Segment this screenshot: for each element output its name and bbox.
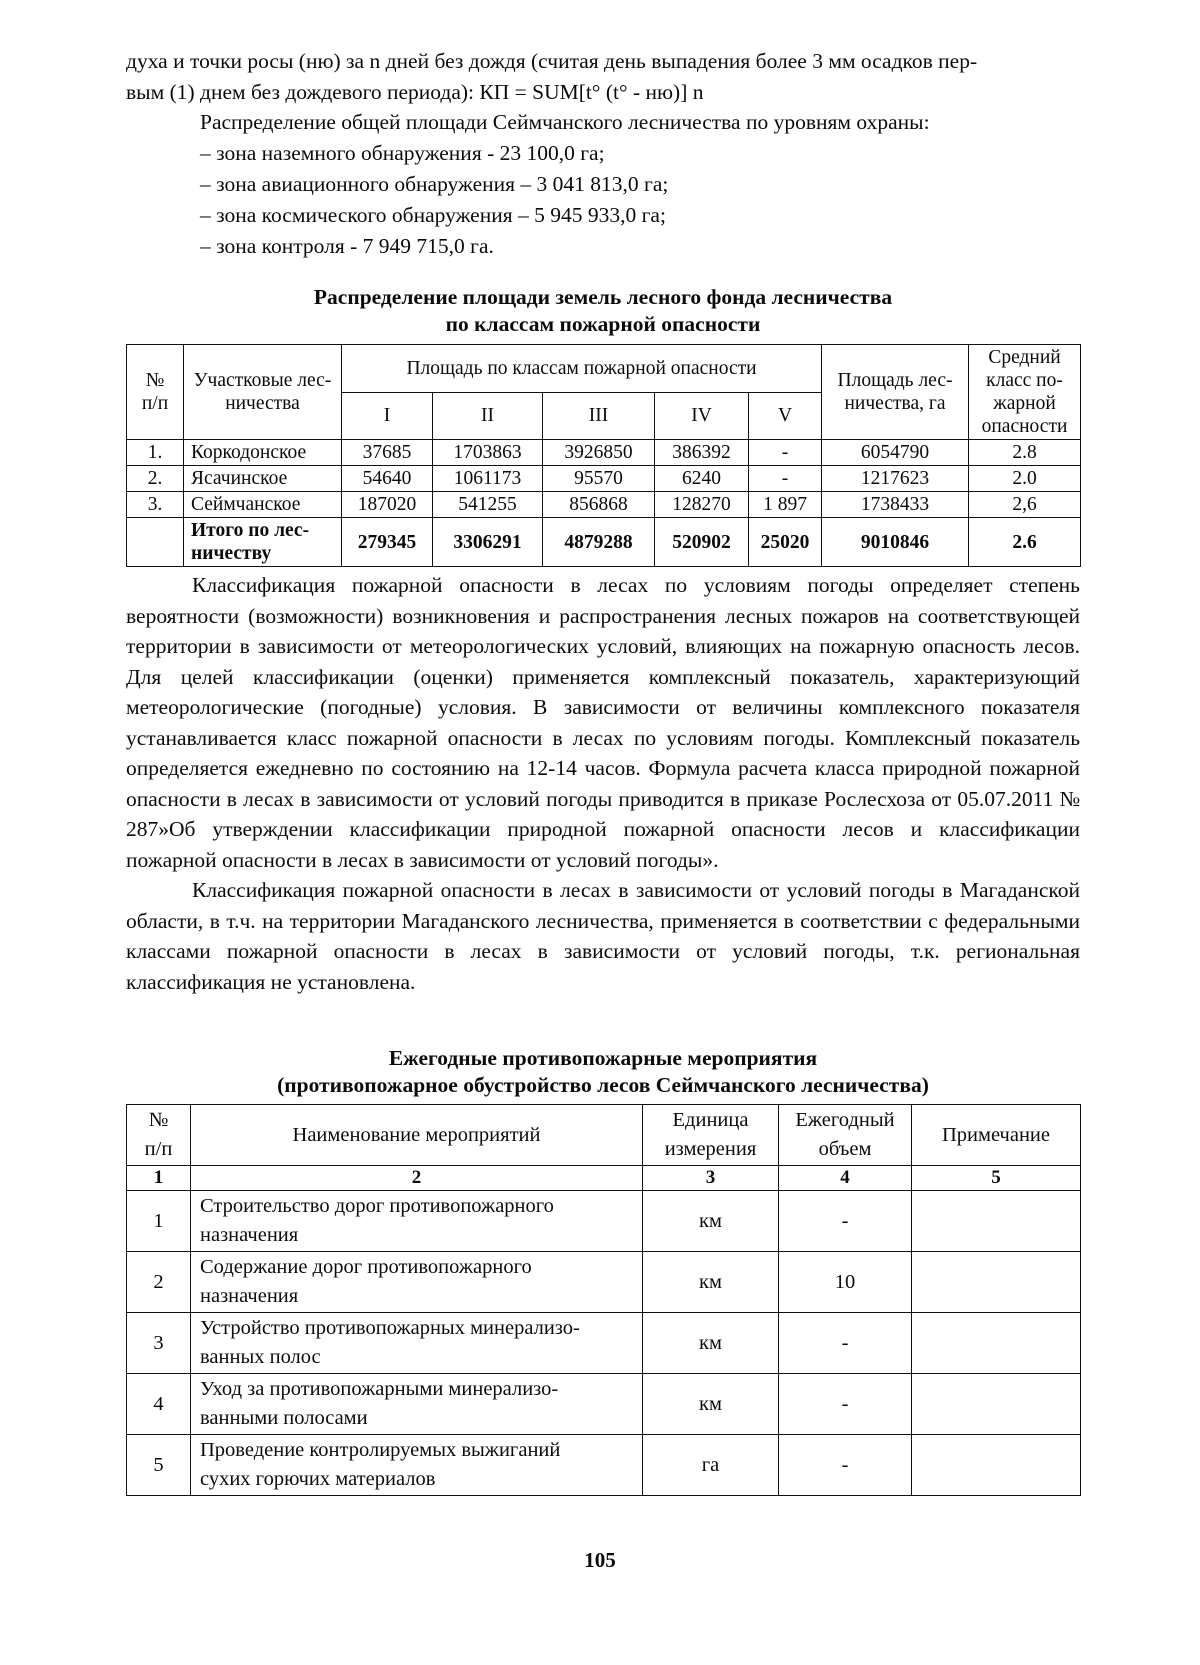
table-row [127, 1435, 1081, 1496]
table-row [127, 1313, 1081, 1374]
table1-header-group-area-by-class: Площадь по классам пожарной опасности [342, 345, 822, 393]
table1-row3-class2: 541255 [433, 492, 543, 518]
table-row [127, 1191, 1081, 1252]
table2-row3-name-line1: Устройство противопожарных минерализо- [200, 1317, 580, 1339]
table1-total-no [127, 518, 184, 567]
table2-header-volume-line2: объем [818, 1138, 872, 1160]
table1-header-class-2: II [433, 392, 543, 440]
table1-row3-class1: 187020 [342, 492, 433, 518]
table1-row1-class1: 37685 [342, 440, 433, 466]
table1-total-label-line1: Итого по лес- [191, 520, 310, 541]
table1-row2-class1: 54640 [342, 466, 433, 492]
table2-column-numbering-row [127, 1166, 1081, 1191]
table1-title-line-1: Распределение площади земель лесного фонда лесничества [313, 285, 893, 309]
table2-row5-note [912, 1435, 1081, 1496]
table1-header-class-3: III [543, 392, 655, 440]
table1-row2-class5: - [749, 466, 822, 492]
table2-row3-note [912, 1313, 1081, 1374]
table2-row1-name-line2: назначения [200, 1224, 299, 1246]
table1-row2-area: 1217623 [822, 466, 969, 492]
table1-row2-class3: 95570 [543, 466, 655, 492]
table2-row5-name-line2: сухих горючих материалов [200, 1468, 436, 1490]
table2-row4-volume: - [779, 1374, 912, 1435]
table2-row4-no: 4 [127, 1374, 191, 1435]
table1-row1-area: 6054790 [822, 440, 969, 466]
zone-item-aviation: – зона авиационного обнаружения – 3 041 813,0 га; [200, 172, 669, 196]
table1-header-total-area [822, 345, 969, 440]
table2-row2-note [912, 1252, 1081, 1313]
table2-header-row [127, 1105, 1081, 1166]
table2-row1-name-line1: Строительство дорог противопожарного [200, 1195, 554, 1217]
table2-row4-unit: км [643, 1374, 779, 1435]
table1-row2-avg: 2.0 [969, 466, 1081, 492]
table2-header-unit-line2: измерения [664, 1138, 757, 1160]
table1-row3-avg: 2,6 [969, 492, 1081, 518]
table-row [127, 1252, 1081, 1313]
table1-header-district-line2: ничества [225, 393, 300, 414]
table2-title-line-1: Ежегодные противопожарные мероприятия [388, 1046, 818, 1070]
table1-row1-no: 1. [127, 440, 184, 466]
distribution-heading: Распределение общей площади Сеймчанского лесничества по уровням охраны: [200, 110, 930, 134]
table1-title-line-2: по классам пожарной опасности [445, 312, 761, 336]
table2-colnum-4: 4 [779, 1166, 912, 1191]
table1-header-district-line1: Участковые лес- [193, 370, 332, 391]
table1-total-class4: 520902 [655, 518, 749, 567]
table2-title-line-2: (противопожарное обустройство лесов Сеймчанского лесничества) [277, 1073, 929, 1097]
table2-row1-name [191, 1191, 643, 1252]
zone-item-ground: – зона наземного обнаружения - 23 100,0 га; [200, 141, 605, 165]
table1-total-row [127, 518, 1081, 567]
table2-header-measure-name: Наименование мероприятий [191, 1105, 643, 1166]
table2-row5-unit: га [643, 1435, 779, 1496]
table2-header-volume-line1: Ежегодный [795, 1109, 895, 1131]
table1-total-label [184, 518, 342, 567]
table1-total-class5: 25020 [749, 518, 822, 567]
table1-header-avg-class-line4: опасности [981, 416, 1068, 437]
table2-header-unit [643, 1105, 779, 1166]
table1-row1-class4: 386392 [655, 440, 749, 466]
table1-row1-name: Коркодонское [184, 440, 342, 466]
intro-line-2: вым (1) днем без дождевого периода): КП = SUM[t° (t° - ню)] n [126, 79, 704, 104]
table2-row3-name [191, 1313, 643, 1374]
table2-row5-name [191, 1435, 643, 1496]
table2-header-volume [779, 1105, 912, 1166]
table2-row5-name-line1: Проведение контролируемых выжиганий [200, 1439, 561, 1461]
table2-row3-volume: - [779, 1313, 912, 1374]
table1-row3-name: Сеймчанское [184, 492, 342, 518]
table2-colnum-2: 2 [191, 1166, 643, 1191]
table2-row2-no: 2 [127, 1252, 191, 1313]
table1-header-class-4: IV [655, 392, 749, 440]
table1-header-avg-class-line1: Средний [988, 347, 1061, 368]
table1-header-total-area-line2: ничества, га [844, 393, 946, 414]
table1-header-avg-class-line2: класс по- [986, 370, 1063, 391]
table-row [127, 440, 1081, 466]
table1-header-total-area-line1: Площадь лес- [837, 370, 953, 391]
table1-total-class1: 279345 [342, 518, 433, 567]
table1-row2-class2: 1061173 [433, 466, 543, 492]
table2-row3-unit: км [643, 1313, 779, 1374]
table2-header-unit-line1: Единица [672, 1109, 749, 1131]
intro-paragraph [126, 46, 1080, 262]
table-row [127, 492, 1081, 518]
table1-header-no [127, 345, 184, 440]
table1-header-class-1: I [342, 392, 433, 440]
table2-header-note: Примечание [912, 1105, 1081, 1166]
table2-header-no [127, 1105, 191, 1166]
fire-danger-class-table [126, 344, 1081, 567]
table2-row4-name [191, 1374, 643, 1435]
body-paragraph-2: Классификация пожарной опасности в лесах в зависимости от условий погоды в Магаданской области, в т.ч. на территории Магаданского лесничества, применяется в соответствии с федеральными классами пожарной опасности в лесах в зависимости от условий погоды, т.к. региональная классификация не установлена. [126, 878, 1080, 994]
table-row [127, 466, 1081, 492]
table1-row2-name: Ясачинское [184, 466, 342, 492]
table2-row2-unit: км [643, 1252, 779, 1313]
annual-fire-prevention-measures-table [126, 1104, 1081, 1496]
page-number: 105 [584, 1548, 616, 1572]
table2-colnum-5: 5 [912, 1166, 1081, 1191]
zone-item-space: – зона космического обнаружения – 5 945 933,0 га; [200, 203, 666, 227]
table1-row3-class4: 128270 [655, 492, 749, 518]
table1-row2-class4: 6240 [655, 466, 749, 492]
table1-total-class2: 3306291 [433, 518, 543, 567]
table2-title [126, 1045, 1080, 1099]
body-paragraph-1: Классификация пожарной опасности в лесах по условиям погоды определяет степень вероятности (возможности) возникновения и распространения лесных пожаров на соответствующей территории в зависимости от метеорологических условий, влияющих на пожарную опасность лесов. Для целей классификации (оценки) применяется комплексный показатель, характеризующий метеорологические (погодные) условия. В зависимости от величины комплексного показателя устанавливается класс пожарной опасности в лесах по условиям погоды. Комплексный показатель определяется ежедневно по состоянию на 12-14 часов. Формула расчета класса природной пожарной опасности в лесах в зависимости от условий погоды приводится в приказе Рослесхоза от 05.07.2011 № 287»Об утверждении классификации природной пожарной опасности лесов и классификации пожарной опасности в лесах в зависимости от условий погоды». [126, 573, 1080, 872]
table2-row2-name-line2: назначения [200, 1285, 299, 1307]
table2-row1-no: 1 [127, 1191, 191, 1252]
page-content [126, 46, 1080, 1496]
table1-total-area: 9010846 [822, 518, 969, 567]
table1-total-avg: 2.6 [969, 518, 1081, 567]
table1-row1-class3: 3926850 [543, 440, 655, 466]
table2-row1-volume: - [779, 1191, 912, 1252]
table1-row3-area: 1738433 [822, 492, 969, 518]
table1-header-class-5: V [749, 392, 822, 440]
table1-title [126, 284, 1080, 338]
table2-header-no-line1: № [148, 1109, 169, 1131]
table2-colnum-3: 3 [643, 1166, 779, 1191]
table2-row5-volume: - [779, 1435, 912, 1496]
table2-row4-name-line2: ванными полосами [200, 1407, 368, 1429]
zone-item-control: – зона контроля - 7 949 715,0 га. [200, 234, 494, 258]
table1-row1-class2: 1703863 [433, 440, 543, 466]
table1-header-no-line2: п/п [141, 393, 169, 414]
table1-total-label-line2: ничеству [191, 543, 272, 564]
intro-line-1: духа и точки росы (ню) за n дней без дождя (считая день выпадения более 3 мм осадков пер- [126, 49, 978, 73]
table1-row1-avg: 2.8 [969, 440, 1081, 466]
table1-header-row-1 [127, 345, 1081, 393]
table1-header-avg-class [969, 345, 1081, 440]
table1-row3-no: 3. [127, 492, 184, 518]
table2-row4-note [912, 1374, 1081, 1435]
table2-row2-name-line1: Содержание дорог противопожарного [200, 1256, 532, 1278]
table2-row3-name-line2: ванных полос [200, 1346, 321, 1368]
table2-row2-name [191, 1252, 643, 1313]
table2-header-no-line2: п/п [144, 1138, 173, 1160]
table1-row1-class5: - [749, 440, 822, 466]
table1-header-avg-class-line3: жарной [993, 393, 1056, 414]
table2-row4-name-line1: Уход за противопожарными минерализо- [200, 1378, 559, 1400]
table1-total-class3: 4879288 [543, 518, 655, 567]
table1-row3-class3: 856868 [543, 492, 655, 518]
table2-row2-volume: 10 [779, 1252, 912, 1313]
table-row [127, 1374, 1081, 1435]
table1-row3-class5: 1 897 [749, 492, 822, 518]
table2-row3-no: 3 [127, 1313, 191, 1374]
table1-header-no-line1: № [145, 370, 165, 391]
table2-row1-unit: км [643, 1191, 779, 1252]
table2-row1-note [912, 1191, 1081, 1252]
table1-row2-no: 2. [127, 466, 184, 492]
table2-row5-no: 5 [127, 1435, 191, 1496]
table1-header-district [184, 345, 342, 440]
table2-colnum-1: 1 [127, 1166, 191, 1191]
